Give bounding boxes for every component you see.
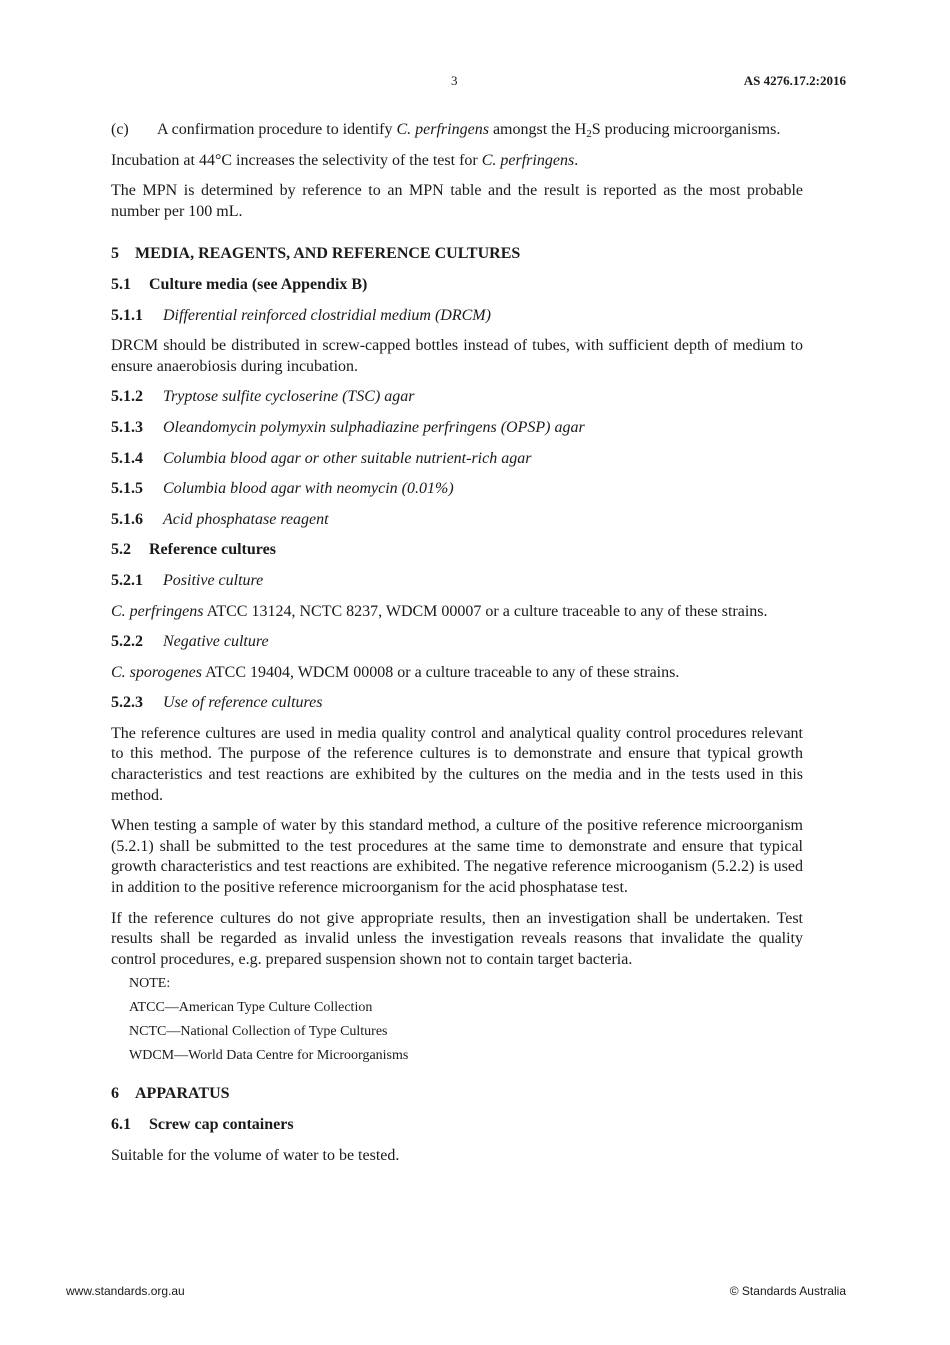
- section-title: Differential reinforced clostridial medium (DRCM): [163, 306, 491, 324]
- paragraph-positive-culture: [111, 602, 803, 623]
- section-number: 5.1: [111, 275, 131, 293]
- section-title: Reference cultures: [149, 541, 276, 559]
- section-heading-6: [111, 1084, 803, 1105]
- section-number: 5.2: [111, 541, 131, 559]
- text-fragment: amongst the H: [488, 121, 587, 138]
- note-line: ATCC—American Type Culture Collection: [129, 1000, 373, 1016]
- paragraph-screw-cap: Suitable for the volume of water to be tested.: [111, 1146, 400, 1164]
- organism-name: C. perfringens: [481, 151, 575, 169]
- note-line: NCTC—National Collection of Type Cultures: [129, 1024, 388, 1040]
- section-heading-5-1-3: [111, 418, 803, 439]
- text-fragment: A confirmation procedure to identify: [157, 121, 397, 138]
- section-number: 5.1.2: [111, 388, 143, 406]
- page-number: 3: [451, 73, 458, 88]
- section-number: 6.1: [111, 1116, 131, 1133]
- section-heading-6-1: [111, 1115, 803, 1136]
- text-fragment: S producing microorganisms.: [591, 121, 781, 138]
- paragraph-use-2: When testing a sample of water by this standard method, a culture of the positive reference microorganism (5.2.1) shall be submitted to the test procedures at the same time to demonstrate and ensure that typical growth characteristics and test reactions are exhibited. The negative reference microoganism (5.2.2) is used in addition to the positive reference microorganism for the acid phosphatase test.: [111, 817, 803, 897]
- section-number: 5.1.3: [111, 418, 143, 436]
- organism-name: C. perfringens: [396, 121, 489, 138]
- section-title: Acid phosphatase reagent: [163, 510, 329, 528]
- section-title: MEDIA, REAGENTS, AND REFERENCE CULTURES: [135, 245, 521, 263]
- text-fragment: .: [574, 151, 579, 169]
- section-title: Tryptose sulfite cycloserine (TSC) agar: [163, 388, 415, 406]
- section-heading-5-2-1: [111, 571, 803, 592]
- text-fragment: Incubation at 44°C increases the selectivity of the test for: [111, 151, 482, 169]
- section-number: 5.1.6: [111, 510, 143, 528]
- standard-id: AS 4276.17.2:2016: [743, 73, 846, 88]
- section-title: Columbia blood agar with neomycin (0.01%): [163, 480, 454, 498]
- note-heading: NOTE:: [129, 976, 171, 992]
- section-title: Negative culture: [163, 633, 269, 651]
- section-title: Columbia blood agar or other suitable nutrient-rich agar: [163, 449, 532, 467]
- document-body: [111, 120, 803, 1176]
- section-number: 5.1.4: [111, 449, 143, 467]
- paragraph-mpn: The MPN is determined by reference to an MPN table and the result is reported as the most probable number per 100 mL.: [111, 182, 803, 220]
- footer-copyright: © Standards Australia: [729, 1284, 846, 1298]
- section-heading-5-1: [111, 275, 803, 296]
- paragraph-use-1: The reference cultures are used in media quality control and analytical quality control procedures relevant to this method. The purpose of the reference cultures is to demonstrate and ensure that typical growth characteristics and test reactions are exhibited by the cultures on the media and in the tests used in this method.: [111, 724, 803, 804]
- section-number: 6: [111, 1085, 119, 1103]
- section-title: APPARATUS: [135, 1085, 230, 1103]
- section-heading-5-1-4: [111, 449, 803, 470]
- section-number: 5.2.1: [111, 571, 143, 589]
- section-heading-5-2-3: [111, 693, 803, 714]
- section-heading-5-1-1: [111, 306, 803, 327]
- section-title: Use of reference cultures: [163, 694, 323, 712]
- section-heading-5-2: [111, 540, 803, 561]
- list-text: [157, 120, 803, 141]
- paragraph-negative-culture: [111, 663, 803, 684]
- section-heading-5-1-2: [111, 387, 803, 408]
- section-heading-5: [111, 244, 803, 265]
- list-label: (c): [111, 121, 129, 138]
- section-number: 5.2.3: [111, 694, 143, 712]
- text-fragment: ATCC 19404, WDCM 00008 or a culture traceable to any of these strains.: [201, 663, 680, 681]
- paragraph-drcm: DRCM should be distributed in screw-capped bottles instead of tubes, with sufficient depth of medium to ensure anaerobiosis during incubation.: [111, 337, 803, 375]
- section-number: 5.1.5: [111, 480, 143, 498]
- list-item-c: [111, 120, 803, 141]
- footer-website: www.standards.org.au: [66, 1284, 185, 1298]
- organism-name: C. sporogenes: [111, 663, 202, 681]
- text-fragment: ATCC 13124, NCTC 8237, WDCM 00007 or a culture traceable to any of these strains.: [203, 602, 768, 620]
- note-block: [129, 974, 803, 1066]
- section-heading-5-1-6: [111, 510, 803, 531]
- section-heading-5-2-2: [111, 632, 803, 653]
- section-heading-5-1-5: [111, 479, 803, 500]
- note-line: WDCM—World Data Centre for Microorganisms: [129, 1048, 409, 1064]
- section-title: Culture media (see Appendix B): [149, 275, 368, 293]
- organism-name: C. perfringens: [111, 602, 204, 620]
- paragraph-incubation: [111, 151, 803, 172]
- section-number: 5: [111, 245, 119, 263]
- section-number: 5.1.1: [111, 306, 143, 324]
- section-title: Positive culture: [163, 571, 264, 589]
- section-title: Oleandomycin polymyxin sulphadiazine perfringens (OPSP) agar: [163, 418, 585, 436]
- section-title: Screw cap containers: [149, 1116, 294, 1133]
- subscript: 2: [586, 128, 592, 140]
- paragraph-use-3: If the reference cultures do not give appropriate results, then an investigation shall be undertaken. Test results shall be regarded as invalid unless the investigation reveals reasons that invalidate the quality control procedures, e.g. prepared suspension shown not to contain target bacteria.: [111, 909, 803, 968]
- section-number: 5.2.2: [111, 633, 143, 651]
